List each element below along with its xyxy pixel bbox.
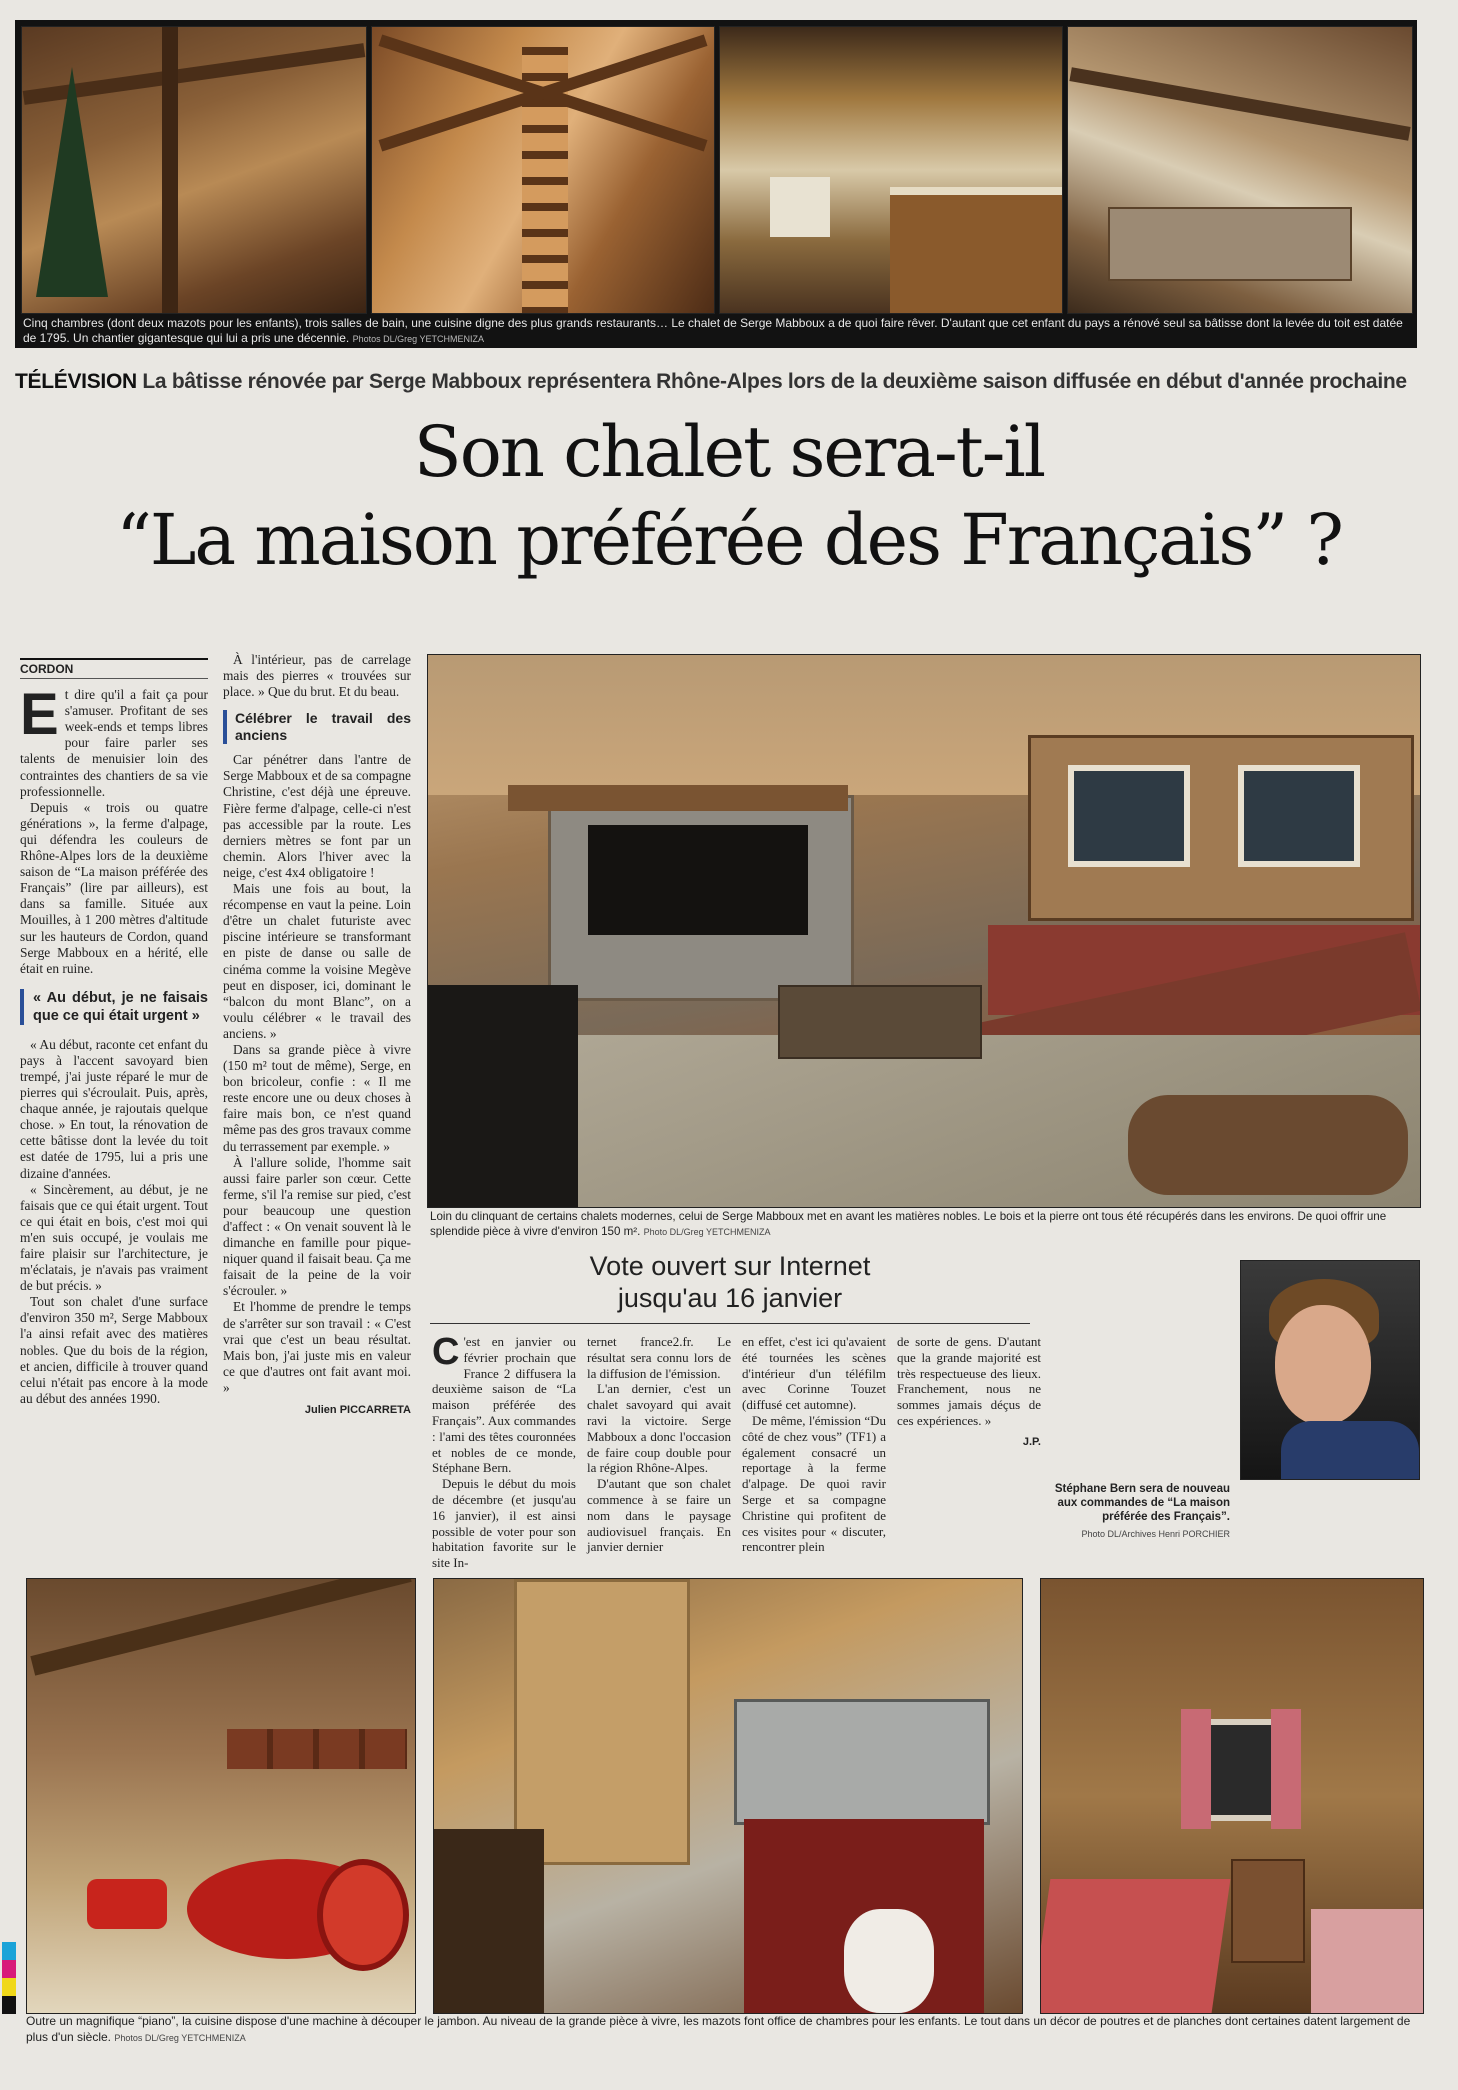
- top-photo-strip: [15, 20, 1417, 348]
- top-photo-2: [371, 26, 715, 314]
- article-paragraph: Tout son chalet d'une surface d'environ 350 m², Serge Mabboux l'a ainsi refait avec des matières nobles. Que du bois de la région, et ancien, difficile à trouver quand celui n'était pas encore à la mode au début des années 1990.: [20, 1294, 208, 1406]
- article-paragraph: Mais une fois au bout, la récompense en vaut la peine. Loin d'être un chalet futuriste avec piscine intérieure se transformant en piste de danse ou salle de cinéma comme la voisine Megève peut en disposer, ici, dominant le “balcon du mont Blanc”, on a voulu célébrer « le travail des anciens. »: [223, 881, 411, 1041]
- top-photo-credit: Photos DL/Greg YETCHMENIZA: [352, 334, 484, 344]
- sidebar-paragraph: en effet, c'est ici qu'avaient été tournées les scènes d'intérieur d'un téléfilm avec Corinne Touzet (diffusé cet automne).: [742, 1334, 886, 1413]
- pull-quote: « Au début, je ne faisais que ce qui était urgent »: [20, 989, 208, 1025]
- sidebar-dropcap: C: [432, 1331, 460, 1373]
- sidebar-paragraph: Depuis le début du mois de décembre (et jusqu'au 16 janvier), il est ainsi possible de voter pour son habitation favorite sur le site In-: [432, 1476, 576, 1571]
- sidebar-paragraph: D'autant que son chalet commence à se faire un nom dans le paysage audiovisuel français. En janvier dernier: [587, 1476, 731, 1555]
- main-photo-caption: Loin du clinquant de certains chalets modernes, celui de Serge Mabboux met en avant les matières nobles. Le bois et la pierre ont tous été récupérés dans les environs. De quoi offrir une splendide pièce à vivre d'environ 150 m². Photo DL/Greg YETCHMENIZA: [430, 1210, 1387, 1238]
- bottom-photo-1: [26, 1578, 416, 2014]
- sidebar-signature: J.P.: [1022, 1435, 1041, 1448]
- article-dropcap: E: [20, 682, 59, 748]
- sidebar-paragraph: ternet france2.fr. Le résultat sera connu lors de la diffusion de l'émission.: [587, 1334, 731, 1381]
- portrait-caption: [1040, 1482, 1230, 1541]
- top-photo-4: [1067, 26, 1413, 314]
- sidebar-paragraph: 'est en janvier ou février prochain que France 2 diffusera la deuxième saison de “La maison préférée des Français”. Aux commandes : l'ami des têtes couronnées et nobles de ce monde, Stéphane Bern.: [432, 1334, 576, 1476]
- kicker-label: TÉLÉVISION: [15, 370, 137, 393]
- top-photo-1: [21, 26, 367, 314]
- sidebar-column-1: [432, 1331, 576, 1571]
- sidebar-column-2: [587, 1334, 731, 1555]
- portrait-caption-text: Stéphane Bern sera de nouveau aux commandes de “La maison préférée des Français”.: [1054, 1483, 1230, 1523]
- main-photo-credit: Photo DL/Greg YETCHMENIZA: [643, 1227, 771, 1237]
- article-column-2: [223, 652, 411, 1418]
- kicker-text: La bâtisse rénovée par Serge Mabboux représentera Rhône-Alpes lors de la deuxième saison diffusée en début d'année prochaine: [142, 370, 1407, 393]
- article-paragraph: Depuis « trois ou quatre générations », la ferme d'alpage, qui défendra les couleurs de Rhône-Alpes lors de la deuxième saison de “La maison préférée des Français” (lire par ailleurs), est dans sa famille. Située aux Mouilles, à 1 200 mètres d'altitude sur les hauteurs de Cordon, quand Serge Mabboux en a hérité, elle était en ruine.: [20, 799, 208, 976]
- article-author: Julien PICCARRETA: [304, 1404, 411, 1417]
- headline: [0, 408, 1458, 584]
- article-paragraph: « Au début, raconte cet enfant du pays à l'accent savoyard bien trempé, j'ai juste réparé le mur de pierres qui s'écroulait. Puis, après, chaque année, je rajoutais quelque chose. » En tout, la rénovation de cette bâtisse dont la levée du toit est datée de 1795, lui a pris une dizaine d'années.: [20, 1036, 208, 1181]
- sidebar-paragraph: L'an dernier, c'est un chalet savoyard qui avait ravi la victoire. Serge Mabboux a donc l'occasion de faire coup double pour la région Rhône-Alpes.: [587, 1381, 731, 1476]
- top-photo-3: [719, 26, 1063, 314]
- dateline: CORDON: [20, 658, 208, 679]
- article-paragraph: « Sincèrement, au début, je ne faisais que ce qui était urgent. Tout ce qui était en bois, c'est moi qui m'en suis occupé, je voulais me faire plaisir sur l'architecture, je m'éclatais, je n'avais pas vraiment de but précis. »: [20, 1181, 208, 1294]
- kicker: [15, 370, 1435, 394]
- sidebar-title-line-2: jusqu'au 16 janvier: [617, 1283, 843, 1313]
- bottom-photo-caption: Outre un magnifique “piano”, la cuisine dispose d'une machine à découper le jambon. Au niveau de la grande pièce à vivre, les mazots font office de chambres pour les enfants. Le tout dans un décor de poutres et de planches dont certaines datent largement de plus d'un siècle. Photos DL/Greg YETCHMENIZA: [26, 2014, 1411, 2044]
- portrait-photo: [1240, 1260, 1420, 1480]
- print-color-marks: [2, 1942, 16, 2014]
- sidebar-rule: [430, 1323, 1030, 1324]
- bottom-photo-3: [1040, 1578, 1424, 2014]
- main-photo: [427, 654, 1421, 1208]
- sidebar-title-line-1: Vote ouvert sur Internet: [589, 1251, 871, 1281]
- portrait-credit: Photo DL/Archives Henri PORCHIER: [1081, 1529, 1230, 1539]
- bottom-photo-2: [433, 1578, 1023, 2014]
- article-paragraph: À l'allure solide, l'homme sait aussi faire parler son cœur. Cette ferme, s'il l'a remise sur pied, c'est pour beaucoup une question d'affect : « On venait souvent là le dimanche en famille pour pique-niquer quand il faisait beau. Ça me faisait de la peine de la voir s'écrouler. »: [223, 1154, 411, 1299]
- sidebar-paragraph: de sorte de gens. D'autant que la grande majorité est très respectueuse des lieux. Franchement, nous ne sommes jamais déçus de ces expériences. »: [897, 1334, 1041, 1428]
- sidebar-title: [430, 1250, 1030, 1314]
- top-photo-caption: Cinq chambres (dont deux mazots pour les enfants), trois salles de bain, une cuisine digne des plus grands restaurants… Le chalet de Serge Mabboux a de quoi faire rêver. D'autant que cet enfant du pays a rénové seul sa bâtisse dont la levée du toit est datée de 1795. Un chantier gigantesque qui lui a pris une décennie. Photos DL/Greg YETCHMENIZA: [23, 316, 1403, 345]
- sidebar-column-3: [742, 1334, 886, 1555]
- article-paragraph: À l'intérieur, pas de carrelage mais des pierres « trouvées sur place. » Que du brut. Et du beau.: [223, 652, 411, 700]
- headline-line-1: Son chalet sera-t-il: [413, 411, 1045, 493]
- article-paragraph: Dans sa grande pièce à vivre (150 m² tout de même), Serge, en bon bricoleur, confie : « Il me reste encore une ou deux choses à faire mais bon, ce n'est quand même pas des gros travaux comme du terrassement par exemple. »: [223, 1041, 411, 1154]
- bottom-photo-credit: Photos DL/Greg YETCHMENIZA: [114, 2032, 246, 2043]
- article-lead: t dire qu'il a fait ça pour s'amuser. Profitant de ses week-ends et temps libres pour faire parler ses talents de menuisier loin des contraintes des chantiers de sa vie professionnelle.: [20, 687, 208, 799]
- article-column-1: [20, 658, 208, 1407]
- headline-line-2: “La maison préférée des Français” ?: [116, 499, 1342, 581]
- sidebar-paragraph: De même, l'émission “Du côté de chez vous” (TF1) a également consacré un reportage à la ferme d'alpage. De quoi ravir Serge et sa compagne Christine qui profitent de ces visites pour « discuter, rencontrer plein: [742, 1412, 886, 1555]
- article-paragraph: Car pénétrer dans l'antre de Serge Mabboux et de sa compagne Christine, c'est déjà une épreuve. Fière ferme d'alpage, celle-ci n'est pas accessible par la route. Les derniers mètres se font par un chemin. Alors l'hiver avec la neige, c'est 4x4 obligatoire !: [223, 752, 411, 880]
- subheading: Célébrer le travail des anciens: [223, 710, 411, 744]
- sidebar-column-4: [897, 1334, 1041, 1451]
- article-paragraph: Et l'homme de prendre le temps de s'arrêter sur son travail : « C'est vrai que c'est un beau résultat. Mais bon, j'ai juste mis en valeur ce que d'autres ont fait avant moi. »: [223, 1299, 411, 1395]
